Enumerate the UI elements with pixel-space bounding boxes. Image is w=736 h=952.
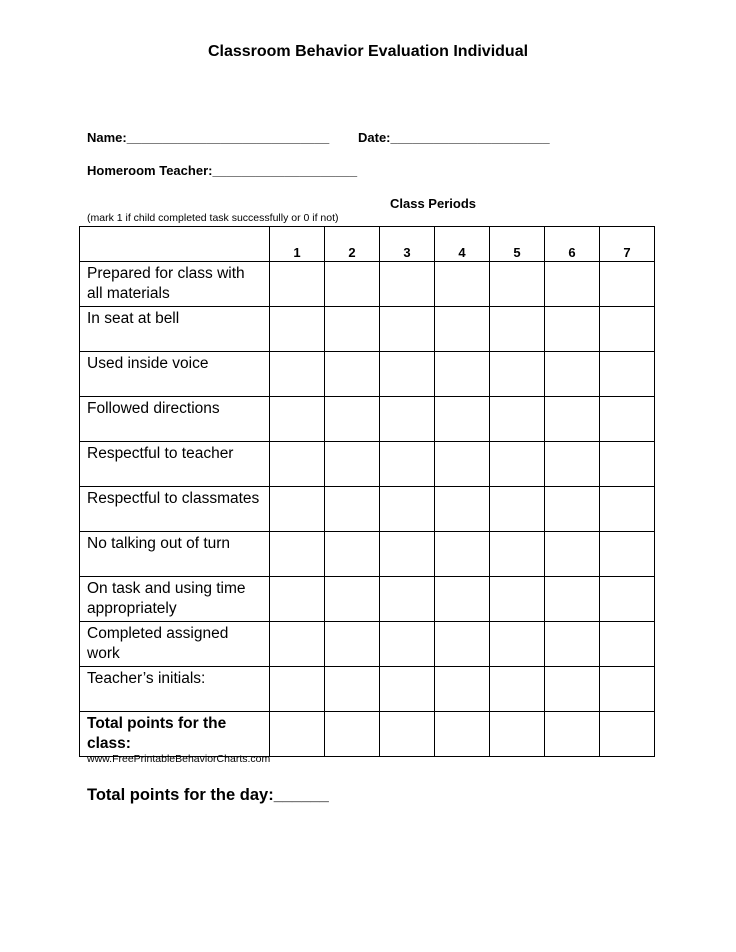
score-cell[interactable] — [325, 442, 380, 487]
score-cell[interactable] — [270, 712, 325, 757]
score-cell[interactable] — [380, 577, 435, 622]
score-cell[interactable] — [545, 487, 600, 532]
period-header: 5 — [490, 227, 545, 262]
score-cell[interactable] — [545, 397, 600, 442]
score-cell[interactable] — [600, 307, 655, 352]
behavior-label: Respectful to classmates — [80, 487, 270, 532]
score-cell[interactable] — [325, 397, 380, 442]
score-cell[interactable] — [435, 712, 490, 757]
score-cell[interactable] — [490, 712, 545, 757]
score-cell[interactable] — [490, 307, 545, 352]
header-blank-cell — [80, 227, 270, 262]
score-cell[interactable] — [545, 262, 600, 307]
table-header-row — [80, 227, 655, 262]
table-row — [80, 712, 655, 757]
score-cell[interactable] — [490, 667, 545, 712]
score-cell[interactable] — [325, 487, 380, 532]
score-cell[interactable] — [545, 667, 600, 712]
score-cell[interactable] — [490, 532, 545, 577]
score-cell[interactable] — [325, 532, 380, 577]
score-cell[interactable] — [435, 397, 490, 442]
score-cell[interactable] — [325, 352, 380, 397]
score-cell[interactable] — [435, 307, 490, 352]
score-cell[interactable] — [270, 577, 325, 622]
score-cell[interactable] — [325, 667, 380, 712]
score-cell[interactable] — [270, 262, 325, 307]
behavior-label: In seat at bell — [80, 307, 270, 352]
table-row — [80, 307, 655, 352]
score-cell[interactable] — [600, 622, 655, 667]
score-cell[interactable] — [380, 442, 435, 487]
score-cell[interactable] — [270, 487, 325, 532]
score-cell[interactable] — [600, 397, 655, 442]
table-row — [80, 667, 655, 712]
table-row — [80, 442, 655, 487]
score-cell[interactable] — [435, 487, 490, 532]
behavior-label: On task and using time appropriately — [80, 577, 270, 622]
score-cell[interactable] — [600, 487, 655, 532]
score-cell[interactable] — [270, 622, 325, 667]
class-periods-label: Class Periods — [390, 196, 476, 211]
score-cell[interactable] — [270, 352, 325, 397]
behavior-label: Respectful to teacher — [80, 442, 270, 487]
score-cell[interactable] — [380, 262, 435, 307]
source-url: www.FreePrintableBehaviorCharts.com — [87, 753, 271, 765]
table-row — [80, 352, 655, 397]
period-header: 7 — [600, 227, 655, 262]
score-cell[interactable] — [325, 262, 380, 307]
score-cell[interactable] — [545, 532, 600, 577]
table-row — [80, 487, 655, 532]
score-cell[interactable] — [435, 667, 490, 712]
score-cell[interactable] — [270, 307, 325, 352]
score-cell[interactable] — [270, 442, 325, 487]
score-cell[interactable] — [490, 352, 545, 397]
score-cell[interactable] — [545, 622, 600, 667]
table-row — [80, 397, 655, 442]
table-row — [80, 532, 655, 577]
score-cell[interactable] — [435, 442, 490, 487]
score-cell[interactable] — [325, 577, 380, 622]
score-cell[interactable] — [490, 622, 545, 667]
behavior-table — [79, 226, 655, 757]
page-title: Classroom Behavior Evaluation Individual — [207, 43, 529, 60]
instruction-note: (mark 1 if child completed task successfully or 0 if not) — [87, 212, 339, 224]
score-cell[interactable] — [435, 577, 490, 622]
score-cell[interactable] — [435, 352, 490, 397]
table-row — [80, 577, 655, 622]
score-cell[interactable] — [600, 577, 655, 622]
score-cell[interactable] — [380, 532, 435, 577]
score-cell[interactable] — [600, 352, 655, 397]
score-cell[interactable] — [600, 532, 655, 577]
score-cell[interactable] — [545, 712, 600, 757]
score-cell[interactable] — [270, 667, 325, 712]
period-header: 6 — [545, 227, 600, 262]
score-cell[interactable] — [435, 532, 490, 577]
score-cell[interactable] — [380, 397, 435, 442]
score-cell[interactable] — [600, 712, 655, 757]
homeroom-teacher-field: Homeroom Teacher:____________________ — [87, 163, 358, 178]
score-cell[interactable] — [490, 442, 545, 487]
name-field: Name:____________________________ — [87, 130, 330, 145]
score-cell[interactable] — [545, 307, 600, 352]
score-cell[interactable] — [270, 532, 325, 577]
behavior-label: Teacher’s initials: — [80, 667, 270, 712]
table-row — [80, 262, 655, 307]
score-cell[interactable] — [490, 397, 545, 442]
score-cell[interactable] — [600, 667, 655, 712]
behavior-label: Followed directions — [80, 397, 270, 442]
score-cell[interactable] — [325, 307, 380, 352]
score-cell[interactable] — [490, 487, 545, 532]
score-cell[interactable] — [600, 262, 655, 307]
total-points-day: Total points for the day:______ — [87, 786, 329, 804]
score-cell[interactable] — [380, 667, 435, 712]
score-cell[interactable] — [545, 577, 600, 622]
score-cell[interactable] — [545, 442, 600, 487]
period-header: 3 — [380, 227, 435, 262]
behavior-label: Completed assigned work — [80, 622, 270, 667]
table-row — [80, 622, 655, 667]
score-cell[interactable] — [490, 577, 545, 622]
score-cell[interactable] — [435, 622, 490, 667]
score-cell[interactable] — [380, 487, 435, 532]
date-field: Date:______________________ — [358, 130, 550, 145]
score-cell[interactable] — [490, 262, 545, 307]
behavior-label: Total points for the class: — [80, 712, 270, 757]
score-cell[interactable] — [325, 712, 380, 757]
score-cell[interactable] — [325, 622, 380, 667]
period-header: 2 — [325, 227, 380, 262]
period-header: 4 — [435, 227, 490, 262]
score-cell[interactable] — [600, 442, 655, 487]
score-cell[interactable] — [380, 307, 435, 352]
score-cell[interactable] — [270, 397, 325, 442]
period-header: 1 — [270, 227, 325, 262]
score-cell[interactable] — [380, 352, 435, 397]
score-cell[interactable] — [435, 262, 490, 307]
score-cell[interactable] — [380, 712, 435, 757]
behavior-label: Prepared for class with all materials — [80, 262, 270, 307]
score-cell[interactable] — [545, 352, 600, 397]
behavior-label: Used inside voice — [80, 352, 270, 397]
behavior-label: No talking out of turn — [80, 532, 270, 577]
score-cell[interactable] — [380, 622, 435, 667]
